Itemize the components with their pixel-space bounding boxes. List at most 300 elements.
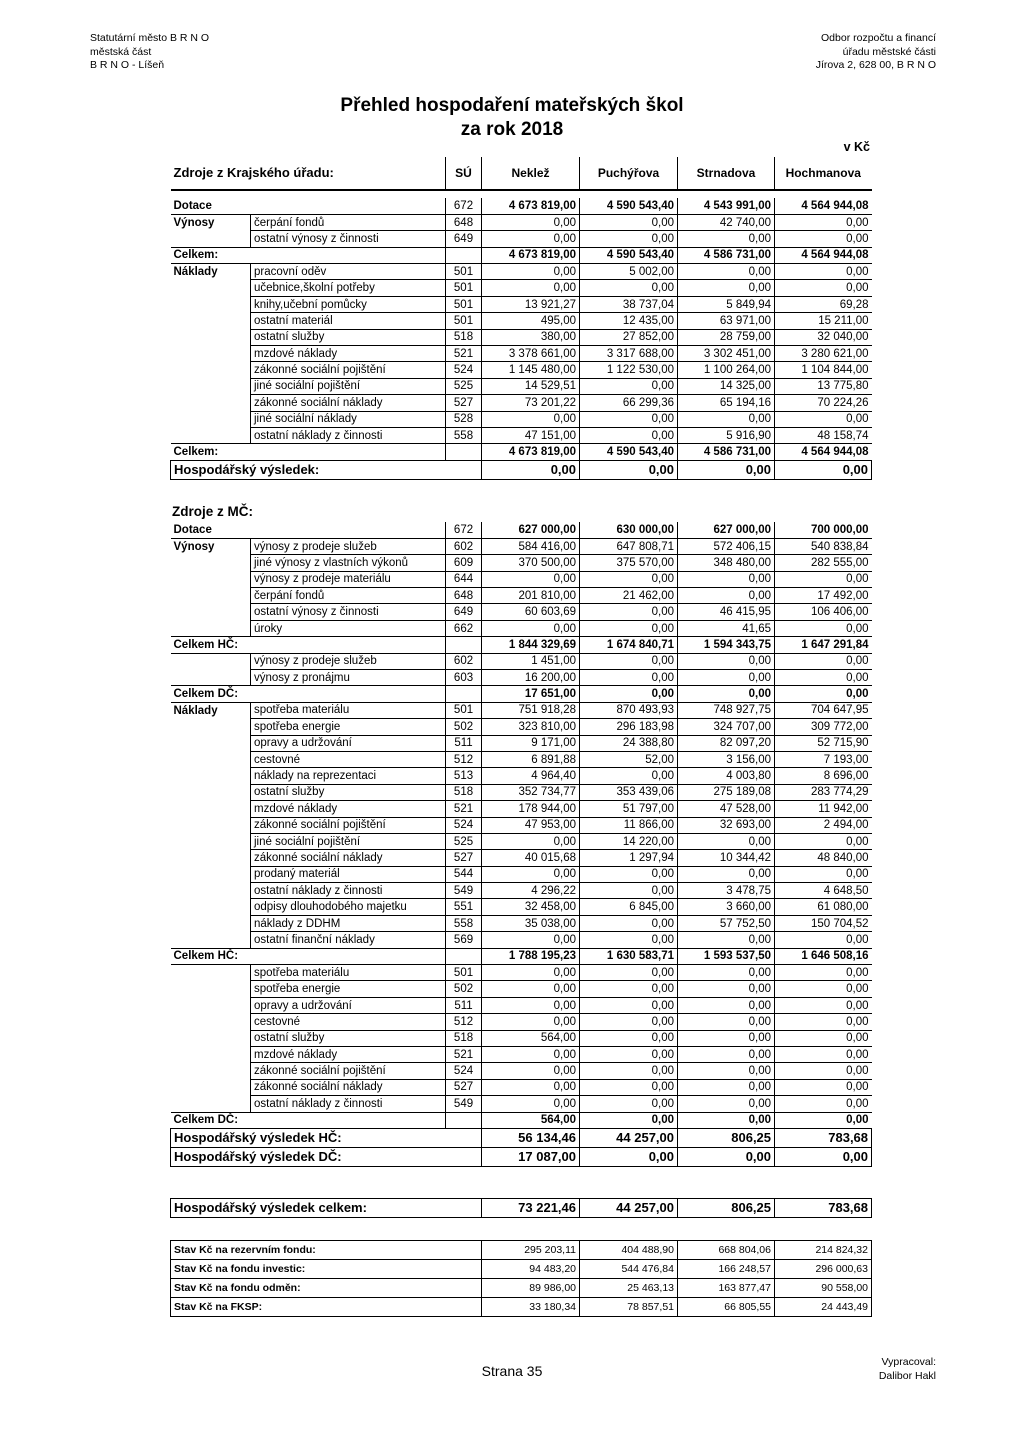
value-cell: 0,00 <box>678 965 775 981</box>
value-cell: 0,00 <box>580 1063 678 1079</box>
su-code: 511 <box>446 997 482 1013</box>
item-label: učebnice,školní potřeby <box>251 280 446 296</box>
value-cell: 0,00 <box>775 1047 872 1063</box>
su-code: 524 <box>446 362 482 378</box>
column-header: SÚ <box>446 157 482 190</box>
value-cell: 38 737,04 <box>580 296 678 312</box>
value-cell: 0,00 <box>580 1014 678 1030</box>
value-cell: 0,00 <box>775 280 872 296</box>
table-row <box>171 198 872 214</box>
su-code: 521 <box>446 801 482 817</box>
su-code: 549 <box>446 1096 482 1112</box>
table-row <box>171 620 872 636</box>
su-code: 502 <box>446 981 482 997</box>
value-cell: 40 015,68 <box>482 850 580 866</box>
value-cell: 748 927,75 <box>678 702 775 718</box>
value-cell: 0,00 <box>775 460 872 479</box>
value-cell: 0,00 <box>482 1096 580 1112</box>
table-row <box>171 1298 872 1317</box>
table-row <box>171 801 872 817</box>
item-label: výnosy z pronájmu <box>251 670 446 686</box>
table-row <box>171 883 872 899</box>
su-code: 527 <box>446 395 482 411</box>
table-row <box>171 833 872 849</box>
su-code: 527 <box>446 1079 482 1095</box>
table-row <box>171 850 872 866</box>
row-label: Celkem HČ: <box>171 637 446 653</box>
group-label <box>171 735 251 751</box>
fund-label: Stav Kč na fondu odměn: <box>171 1279 482 1298</box>
value-cell: 0,00 <box>678 280 775 296</box>
item-label: ostatní náklady z činnosti <box>251 883 446 899</box>
table-row <box>171 1279 872 1298</box>
value-cell: 1 674 840,71 <box>580 637 678 653</box>
result-label: Hospodářský výsledek celkem: <box>171 1199 482 1218</box>
value-cell: 56 134,46 <box>482 1128 580 1147</box>
table-row <box>171 915 872 931</box>
value-cell: 3 378 661,00 <box>482 346 580 362</box>
value-cell: 0,00 <box>482 231 580 247</box>
value-cell: 0,00 <box>580 427 678 443</box>
value-cell: 150 704,52 <box>775 915 872 931</box>
table-row <box>171 346 872 362</box>
item-label: čerpání fondů <box>251 214 446 230</box>
su-code: 518 <box>446 329 482 345</box>
table-row <box>171 588 872 604</box>
value-cell: 4 673 819,00 <box>482 198 580 214</box>
group-label: Výnosy <box>173 216 215 229</box>
value-cell: 0,00 <box>580 883 678 899</box>
value-cell: 0,00 <box>482 932 580 948</box>
item-label: ostatní služby <box>251 1030 446 1046</box>
table-row <box>171 411 872 427</box>
value-cell: 1 647 291,84 <box>775 637 872 653</box>
value-cell: 751 918,28 <box>482 702 580 718</box>
group-label <box>171 1063 251 1079</box>
su-code: 644 <box>446 571 482 587</box>
value-cell: 0,00 <box>775 866 872 882</box>
item-label: ostatní náklady z činnosti <box>251 1096 446 1112</box>
su-code: 527 <box>446 850 482 866</box>
group-label <box>171 411 251 427</box>
value-cell: 0,00 <box>482 965 580 981</box>
item-label: ostatní výnosy z činnosti <box>251 231 446 247</box>
group-label <box>171 899 251 915</box>
value-cell: 47 953,00 <box>482 817 580 833</box>
table-row <box>171 280 872 296</box>
value-cell: 32 458,00 <box>482 899 580 915</box>
value-cell: 0,00 <box>678 460 775 479</box>
value-cell: 0,00 <box>580 1096 678 1112</box>
value-cell: 4 564 944,08 <box>775 444 872 460</box>
group-label <box>171 932 251 948</box>
value-cell: 627 000,00 <box>482 522 580 538</box>
table-row <box>171 555 872 571</box>
value-cell: 60 603,69 <box>482 604 580 620</box>
value-cell: 0,00 <box>678 1063 775 1079</box>
result-label: Hospodářský výsledek HČ: <box>171 1128 482 1147</box>
table-row <box>171 247 872 263</box>
table-row <box>171 981 872 997</box>
table-row <box>171 1063 872 1079</box>
su-code: 518 <box>446 1030 482 1046</box>
value-cell: 178 944,00 <box>482 801 580 817</box>
group-label <box>171 817 251 833</box>
value-cell: 704 647,95 <box>775 702 872 718</box>
fund-label: Stav Kč na fondu investic: <box>171 1260 482 1279</box>
group-label: Náklady <box>173 704 218 717</box>
value-cell: 51 797,00 <box>580 801 678 817</box>
su-code: 501 <box>446 702 482 718</box>
value-cell: 24 388,80 <box>580 735 678 751</box>
su-code: 524 <box>446 817 482 833</box>
value-cell: 48 840,00 <box>775 850 872 866</box>
su-code: 524 <box>446 1063 482 1079</box>
issuer-line: městská část <box>90 45 152 58</box>
value-cell: 0,00 <box>678 588 775 604</box>
value-cell: 0,00 <box>482 981 580 997</box>
value-cell: 4 673 819,00 <box>482 247 580 263</box>
item-label: zákonné sociální náklady <box>251 1079 446 1095</box>
value-cell: 5 916,90 <box>678 427 775 443</box>
column-header: Puchýřova <box>580 157 678 190</box>
value-cell: 1 788 195,23 <box>482 948 580 964</box>
value-cell: 783,68 <box>775 1128 872 1147</box>
group-label <box>171 346 251 362</box>
value-cell: 0,00 <box>678 833 775 849</box>
group-label <box>171 1047 251 1063</box>
su-code: 544 <box>446 866 482 882</box>
group-label <box>171 313 251 329</box>
value-cell: 13 775,80 <box>775 378 872 394</box>
value-cell: 3 156,00 <box>678 751 775 767</box>
value-cell: 0,00 <box>580 411 678 427</box>
value-cell: 4 564 944,08 <box>775 198 872 214</box>
value-cell: 0,00 <box>580 932 678 948</box>
value-cell: 21 462,00 <box>580 588 678 604</box>
value-cell: 353 439,06 <box>580 784 678 800</box>
value-cell: 0,00 <box>775 1079 872 1095</box>
value-cell: 0,00 <box>580 866 678 882</box>
value-cell: 1 844 329,69 <box>482 637 580 653</box>
item-label: náklady z DDHM <box>251 915 446 931</box>
value-cell: 12 435,00 <box>580 313 678 329</box>
su-code: 649 <box>446 604 482 620</box>
su-code: 603 <box>446 670 482 686</box>
item-label: jiné sociální pojištění <box>251 833 446 849</box>
issuer-line: B R N O - Líšeň <box>90 59 165 71</box>
table-row <box>171 735 872 751</box>
table-row <box>171 1112 872 1128</box>
value-cell: 4 590 543,40 <box>580 198 678 214</box>
value-cell: 0,00 <box>678 1112 775 1128</box>
value-cell: 0,00 <box>775 997 872 1013</box>
department-line: Jírova 2, 628 00, B R N O <box>815 59 936 71</box>
value-cell: 0,00 <box>678 411 775 427</box>
value-cell: 4 590 543,40 <box>580 247 678 263</box>
value-cell: 0,00 <box>678 264 775 280</box>
value-cell: 14 325,00 <box>678 378 775 394</box>
item-label: jiné výnosy z vlastních výkonů <box>251 555 446 571</box>
value-cell: 0,00 <box>678 1047 775 1063</box>
item-label: ostatní náklady z činnosti <box>251 427 446 443</box>
value-cell: 295 203,11 <box>482 1241 580 1260</box>
item-label: opravy a udržování <box>251 735 446 751</box>
value-cell: 0,00 <box>775 411 872 427</box>
value-cell: 572 406,15 <box>678 538 775 554</box>
group-label: Náklady <box>173 266 218 278</box>
value-cell: 11 866,00 <box>580 817 678 833</box>
value-cell: 283 774,29 <box>775 784 872 800</box>
table-row <box>171 653 872 669</box>
value-cell: 1 451,00 <box>482 653 580 669</box>
su-code: 521 <box>446 346 482 362</box>
value-cell: 0,00 <box>482 1079 580 1095</box>
value-cell: 0,00 <box>482 1047 580 1063</box>
value-cell: 4 003,80 <box>678 768 775 784</box>
value-cell: 35 038,00 <box>482 915 580 931</box>
row-label: Celkem: <box>171 247 446 263</box>
value-cell: 0,00 <box>775 264 872 280</box>
column-header: Strnadova <box>678 157 775 190</box>
spacer <box>171 190 872 198</box>
value-cell: 47 528,00 <box>678 801 775 817</box>
total-result-table <box>170 1198 872 1218</box>
table-row <box>171 768 872 784</box>
group-label <box>171 296 251 312</box>
kraj-heading: Zdroje z Krajského úřadu: <box>173 165 334 180</box>
value-cell: 0,00 <box>580 214 678 230</box>
value-cell: 10 344,42 <box>678 850 775 866</box>
group-label <box>171 965 251 981</box>
row-label: Celkem DČ: <box>171 1112 446 1128</box>
su-code <box>446 1112 482 1128</box>
item-label: mzdové náklady <box>251 1047 446 1063</box>
value-cell: 0,00 <box>482 833 580 849</box>
table-row <box>171 997 872 1013</box>
su-code: 501 <box>446 965 482 981</box>
su-code: 649 <box>446 231 482 247</box>
value-cell: 0,00 <box>580 981 678 997</box>
row-label: Celkem: <box>171 444 446 460</box>
group-label <box>171 378 251 394</box>
value-cell: 66 299,36 <box>580 395 678 411</box>
table-row <box>171 427 872 443</box>
value-cell: 48 158,74 <box>775 427 872 443</box>
su-code: 609 <box>446 555 482 571</box>
item-label: mzdové náklady <box>251 801 446 817</box>
currency-unit: v Kč <box>843 140 870 154</box>
value-cell: 0,00 <box>482 620 580 636</box>
value-cell: 0,00 <box>580 231 678 247</box>
value-cell: 309 772,00 <box>775 719 872 735</box>
group-label <box>171 915 251 931</box>
group-label <box>171 866 251 882</box>
value-cell: 323 810,00 <box>482 719 580 735</box>
value-cell: 63 971,00 <box>678 313 775 329</box>
su-code: 672 <box>446 522 482 538</box>
su-code: 569 <box>446 932 482 948</box>
value-cell: 106 406,00 <box>775 604 872 620</box>
su-code: 501 <box>446 280 482 296</box>
value-cell: 2 494,00 <box>775 817 872 833</box>
table-row <box>171 1014 872 1030</box>
table-row <box>171 965 872 981</box>
item-label: zákonné sociální pojištění <box>251 362 446 378</box>
su-code: 518 <box>446 784 482 800</box>
table-row <box>171 670 872 686</box>
su-code: 513 <box>446 768 482 784</box>
value-cell: 69,28 <box>775 296 872 312</box>
value-cell: 32 693,00 <box>678 817 775 833</box>
value-cell: 0,00 <box>678 1014 775 1030</box>
table-row <box>171 231 872 247</box>
issuer-line: Statutární město B R N O <box>90 32 210 44</box>
value-cell: 90 558,00 <box>775 1279 872 1298</box>
value-cell: 0,00 <box>775 965 872 981</box>
table-row <box>171 1147 872 1166</box>
value-cell: 4 543 991,00 <box>678 198 775 214</box>
mc-table <box>170 522 872 1167</box>
group-label <box>171 653 251 669</box>
value-cell: 495,00 <box>482 313 580 329</box>
su-code: 511 <box>446 735 482 751</box>
value-cell: 201 810,00 <box>482 588 580 604</box>
value-cell: 89 986,00 <box>482 1279 580 1298</box>
value-cell: 0,00 <box>678 1147 775 1166</box>
su-code: 648 <box>446 588 482 604</box>
value-cell: 0,00 <box>580 1047 678 1063</box>
value-cell: 0,00 <box>580 460 678 479</box>
value-cell: 24 443,49 <box>775 1298 872 1317</box>
value-cell: 7 193,00 <box>775 751 872 767</box>
value-cell: 57 752,50 <box>678 915 775 931</box>
table-row <box>171 522 872 538</box>
fund-label: Stav Kč na FKSP: <box>171 1298 482 1317</box>
value-cell: 4 590 543,40 <box>580 444 678 460</box>
value-cell: 584 416,00 <box>482 538 580 554</box>
value-cell: 78 857,51 <box>580 1298 678 1317</box>
group-label <box>171 670 251 686</box>
value-cell: 17 492,00 <box>775 588 872 604</box>
value-cell: 0,00 <box>482 997 580 1013</box>
item-label: ostatní služby <box>251 329 446 345</box>
table-row <box>171 1128 872 1147</box>
group-label <box>171 850 251 866</box>
value-cell: 0,00 <box>580 670 678 686</box>
value-cell: 25 463,13 <box>580 1279 678 1298</box>
table-row <box>171 1047 872 1063</box>
group-label <box>171 571 251 587</box>
su-code: 602 <box>446 538 482 554</box>
value-cell: 8 696,00 <box>775 768 872 784</box>
value-cell: 783,68 <box>775 1199 872 1218</box>
value-cell: 3 660,00 <box>678 899 775 915</box>
value-cell: 0,00 <box>482 460 580 479</box>
su-code: 528 <box>446 411 482 427</box>
value-cell: 15 211,00 <box>775 313 872 329</box>
su-code: 512 <box>446 1014 482 1030</box>
value-cell: 4 648,50 <box>775 883 872 899</box>
item-label: jiné sociální pojištění <box>251 378 446 394</box>
item-label: výnosy z prodeje materiálu <box>251 571 446 587</box>
value-cell: 0,00 <box>580 653 678 669</box>
value-cell: 380,00 <box>482 329 580 345</box>
value-cell: 0,00 <box>775 1030 872 1046</box>
value-cell: 0,00 <box>775 620 872 636</box>
value-cell: 0,00 <box>580 768 678 784</box>
su-code: 501 <box>446 264 482 280</box>
value-cell: 14 220,00 <box>580 833 678 849</box>
value-cell: 32 040,00 <box>775 329 872 345</box>
su-code <box>446 637 482 653</box>
value-cell: 275 189,08 <box>678 784 775 800</box>
table-row <box>171 1260 872 1279</box>
value-cell: 0,00 <box>482 571 580 587</box>
value-cell: 3 302 451,00 <box>678 346 775 362</box>
table-row <box>171 264 872 280</box>
value-cell: 66 805,55 <box>678 1298 775 1317</box>
table-row <box>171 214 872 230</box>
su-code <box>446 948 482 964</box>
value-cell: 0,00 <box>678 571 775 587</box>
value-cell: 0,00 <box>775 1096 872 1112</box>
value-cell: 0,00 <box>580 965 678 981</box>
table-row <box>171 538 872 554</box>
item-label: spotřeba energie <box>251 719 446 735</box>
table-row <box>171 157 872 190</box>
value-cell: 163 877,47 <box>678 1279 775 1298</box>
value-cell: 0,00 <box>678 653 775 669</box>
value-cell: 0,00 <box>775 571 872 587</box>
value-cell: 806,25 <box>678 1199 775 1218</box>
group-label <box>171 1096 251 1112</box>
value-cell: 0,00 <box>580 1112 678 1128</box>
item-label: spotřeba materiálu <box>251 702 446 718</box>
value-cell: 0,00 <box>482 1014 580 1030</box>
value-cell: 1 297,94 <box>580 850 678 866</box>
value-cell: 1 646 508,16 <box>775 948 872 964</box>
su-code <box>446 686 482 702</box>
value-cell: 0,00 <box>678 1030 775 1046</box>
item-label: ostatní finanční náklady <box>251 932 446 948</box>
su-code: 502 <box>446 719 482 735</box>
table-row <box>171 702 872 718</box>
value-cell: 1 100 264,00 <box>678 362 775 378</box>
page-title: Přehled hospodaření mateřských škol <box>340 95 684 116</box>
value-cell: 4 586 731,00 <box>678 247 775 263</box>
value-cell: 16 200,00 <box>482 670 580 686</box>
value-cell: 0,00 <box>580 1147 678 1166</box>
row-label: Celkem HČ: <box>171 948 446 964</box>
value-cell: 0,00 <box>775 1112 872 1128</box>
group-label <box>171 751 251 767</box>
item-label: cestovné <box>251 1014 446 1030</box>
value-cell: 0,00 <box>775 833 872 849</box>
su-code: 672 <box>446 198 482 214</box>
value-cell: 0,00 <box>678 932 775 948</box>
value-cell: 540 838,84 <box>775 538 872 554</box>
item-label: čerpání fondů <box>251 588 446 604</box>
item-label: výnosy z prodeje služeb <box>251 538 446 554</box>
value-cell: 46 415,95 <box>678 604 775 620</box>
value-cell: 1 594 343,75 <box>678 637 775 653</box>
value-cell: 0,00 <box>775 1063 872 1079</box>
group-label <box>171 555 251 571</box>
item-label: opravy a udržování <box>251 997 446 1013</box>
item-label: mzdové náklady <box>251 346 446 362</box>
kraj-table <box>170 157 872 480</box>
